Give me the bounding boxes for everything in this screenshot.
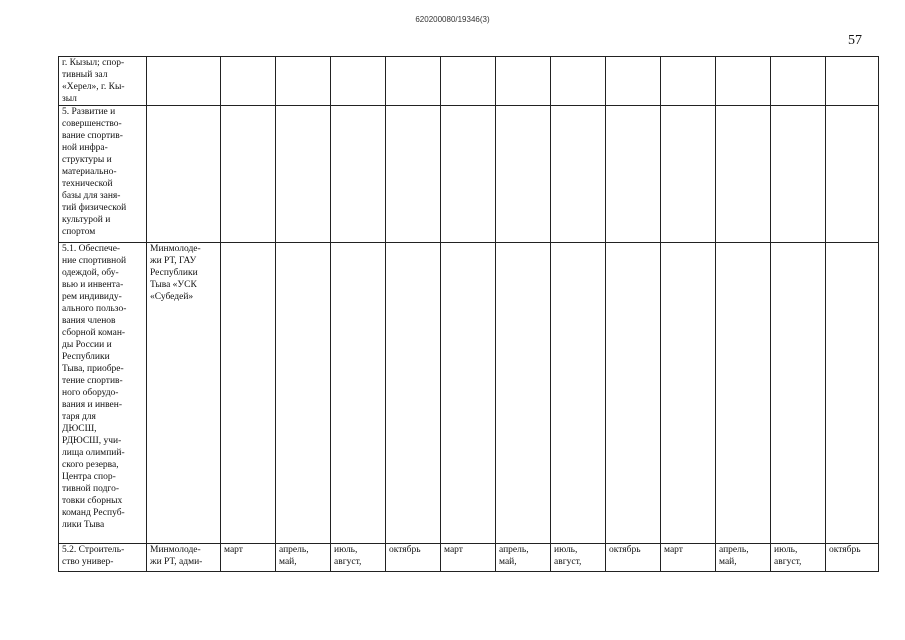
document-id: 620200080/19346(3) bbox=[415, 15, 490, 24]
period-cell-text: апрель, май, bbox=[279, 545, 309, 567]
period-cell bbox=[716, 57, 771, 106]
period-cell bbox=[661, 57, 716, 106]
period-cell-text: март bbox=[664, 545, 683, 555]
schedule-table bbox=[58, 56, 879, 572]
period-cell bbox=[386, 57, 441, 106]
period-cell bbox=[771, 106, 826, 243]
task-cell-text: 5.1. Обеспече- ние спортивной одеждой, обу- вью и инвента- рем индивиду- ального пользо- вания членов сборной коман- ды России и Республики Тыва, приобре- тение спортив- ного оборудо- вания и инвен- таря для ДЮСШ, РДЮСШ, учи- лища олимпий- ского резерва, Центра спор- тивной подго- товки сборных команд Респуб- лики Тыва bbox=[62, 244, 127, 530]
period-cell-text: октябрь bbox=[389, 545, 421, 555]
period-cell bbox=[771, 57, 826, 106]
period-cell bbox=[716, 243, 771, 544]
task-cell-text: г. Кызыл; спор- тивный зал «Херел», г. Кы- зыл bbox=[62, 58, 125, 104]
period-cell bbox=[661, 106, 716, 243]
period-cell bbox=[826, 57, 879, 106]
period-cell bbox=[276, 544, 331, 572]
period-cell bbox=[496, 243, 551, 544]
period-cell bbox=[661, 544, 716, 572]
period-cell-text: апрель, май, bbox=[719, 545, 749, 567]
period-cell-text: июль, август, bbox=[554, 545, 582, 567]
task-cell bbox=[59, 243, 147, 544]
period-cell bbox=[496, 106, 551, 243]
executor-cell bbox=[147, 106, 221, 243]
period-cell bbox=[551, 106, 606, 243]
period-cell-text: март bbox=[224, 545, 243, 555]
period-cell bbox=[606, 544, 661, 572]
period-cell bbox=[221, 57, 276, 106]
period-cell bbox=[716, 544, 771, 572]
period-cell bbox=[221, 544, 276, 572]
period-cell bbox=[221, 106, 276, 243]
executor-cell bbox=[147, 243, 221, 544]
period-cell bbox=[661, 243, 716, 544]
period-cell bbox=[221, 243, 276, 544]
period-cell bbox=[276, 106, 331, 243]
period-cell bbox=[331, 106, 386, 243]
table-row bbox=[59, 106, 879, 243]
period-cell bbox=[771, 544, 826, 572]
period-cell bbox=[606, 106, 661, 243]
page-number: 57 bbox=[848, 33, 862, 48]
task-cell bbox=[59, 57, 147, 106]
task-cell bbox=[59, 106, 147, 243]
period-cell-text: март bbox=[444, 545, 463, 555]
period-cell bbox=[331, 57, 386, 106]
table-row bbox=[59, 57, 879, 106]
period-cell bbox=[331, 243, 386, 544]
executor-cell-text: Минмолоде- жи РТ, адми- bbox=[150, 545, 203, 567]
period-cell bbox=[771, 243, 826, 544]
period-cell bbox=[606, 57, 661, 106]
executor-cell bbox=[147, 544, 221, 572]
period-cell-text: октябрь bbox=[829, 545, 861, 555]
executor-cell-text: Минмолоде- жи РТ, ГАУ Республики Тыва «УСК «Субедей» bbox=[150, 244, 201, 302]
task-cell bbox=[59, 544, 147, 572]
period-cell bbox=[826, 544, 879, 572]
period-cell bbox=[386, 544, 441, 572]
period-cell bbox=[386, 243, 441, 544]
period-cell bbox=[496, 57, 551, 106]
period-cell bbox=[551, 57, 606, 106]
period-cell bbox=[826, 106, 879, 243]
period-cell bbox=[276, 243, 331, 544]
period-cell bbox=[331, 544, 386, 572]
table-row bbox=[59, 544, 879, 572]
period-cell bbox=[551, 544, 606, 572]
period-cell bbox=[826, 243, 879, 544]
table-row bbox=[59, 243, 879, 544]
period-cell bbox=[441, 57, 496, 106]
period-cell bbox=[441, 544, 496, 572]
period-cell bbox=[276, 57, 331, 106]
executor-cell bbox=[147, 57, 221, 106]
task-cell-text: 5. Развитие и совершенство- вание спортив- ной инфра- структуры и материально- технической базы для заня- тий физической культурой и спортом bbox=[62, 107, 127, 237]
task-cell-text: 5.2. Строитель- ство универ- bbox=[62, 545, 125, 567]
period-cell bbox=[441, 106, 496, 243]
period-cell bbox=[606, 243, 661, 544]
period-cell-text: октябрь bbox=[609, 545, 641, 555]
period-cell-text: июль, август, bbox=[334, 545, 362, 567]
period-cell bbox=[441, 243, 496, 544]
period-cell bbox=[496, 544, 551, 572]
period-cell bbox=[551, 243, 606, 544]
period-cell bbox=[386, 106, 441, 243]
period-cell bbox=[716, 106, 771, 243]
period-cell-text: апрель, май, bbox=[499, 545, 529, 567]
period-cell-text: июль, август, bbox=[774, 545, 802, 567]
